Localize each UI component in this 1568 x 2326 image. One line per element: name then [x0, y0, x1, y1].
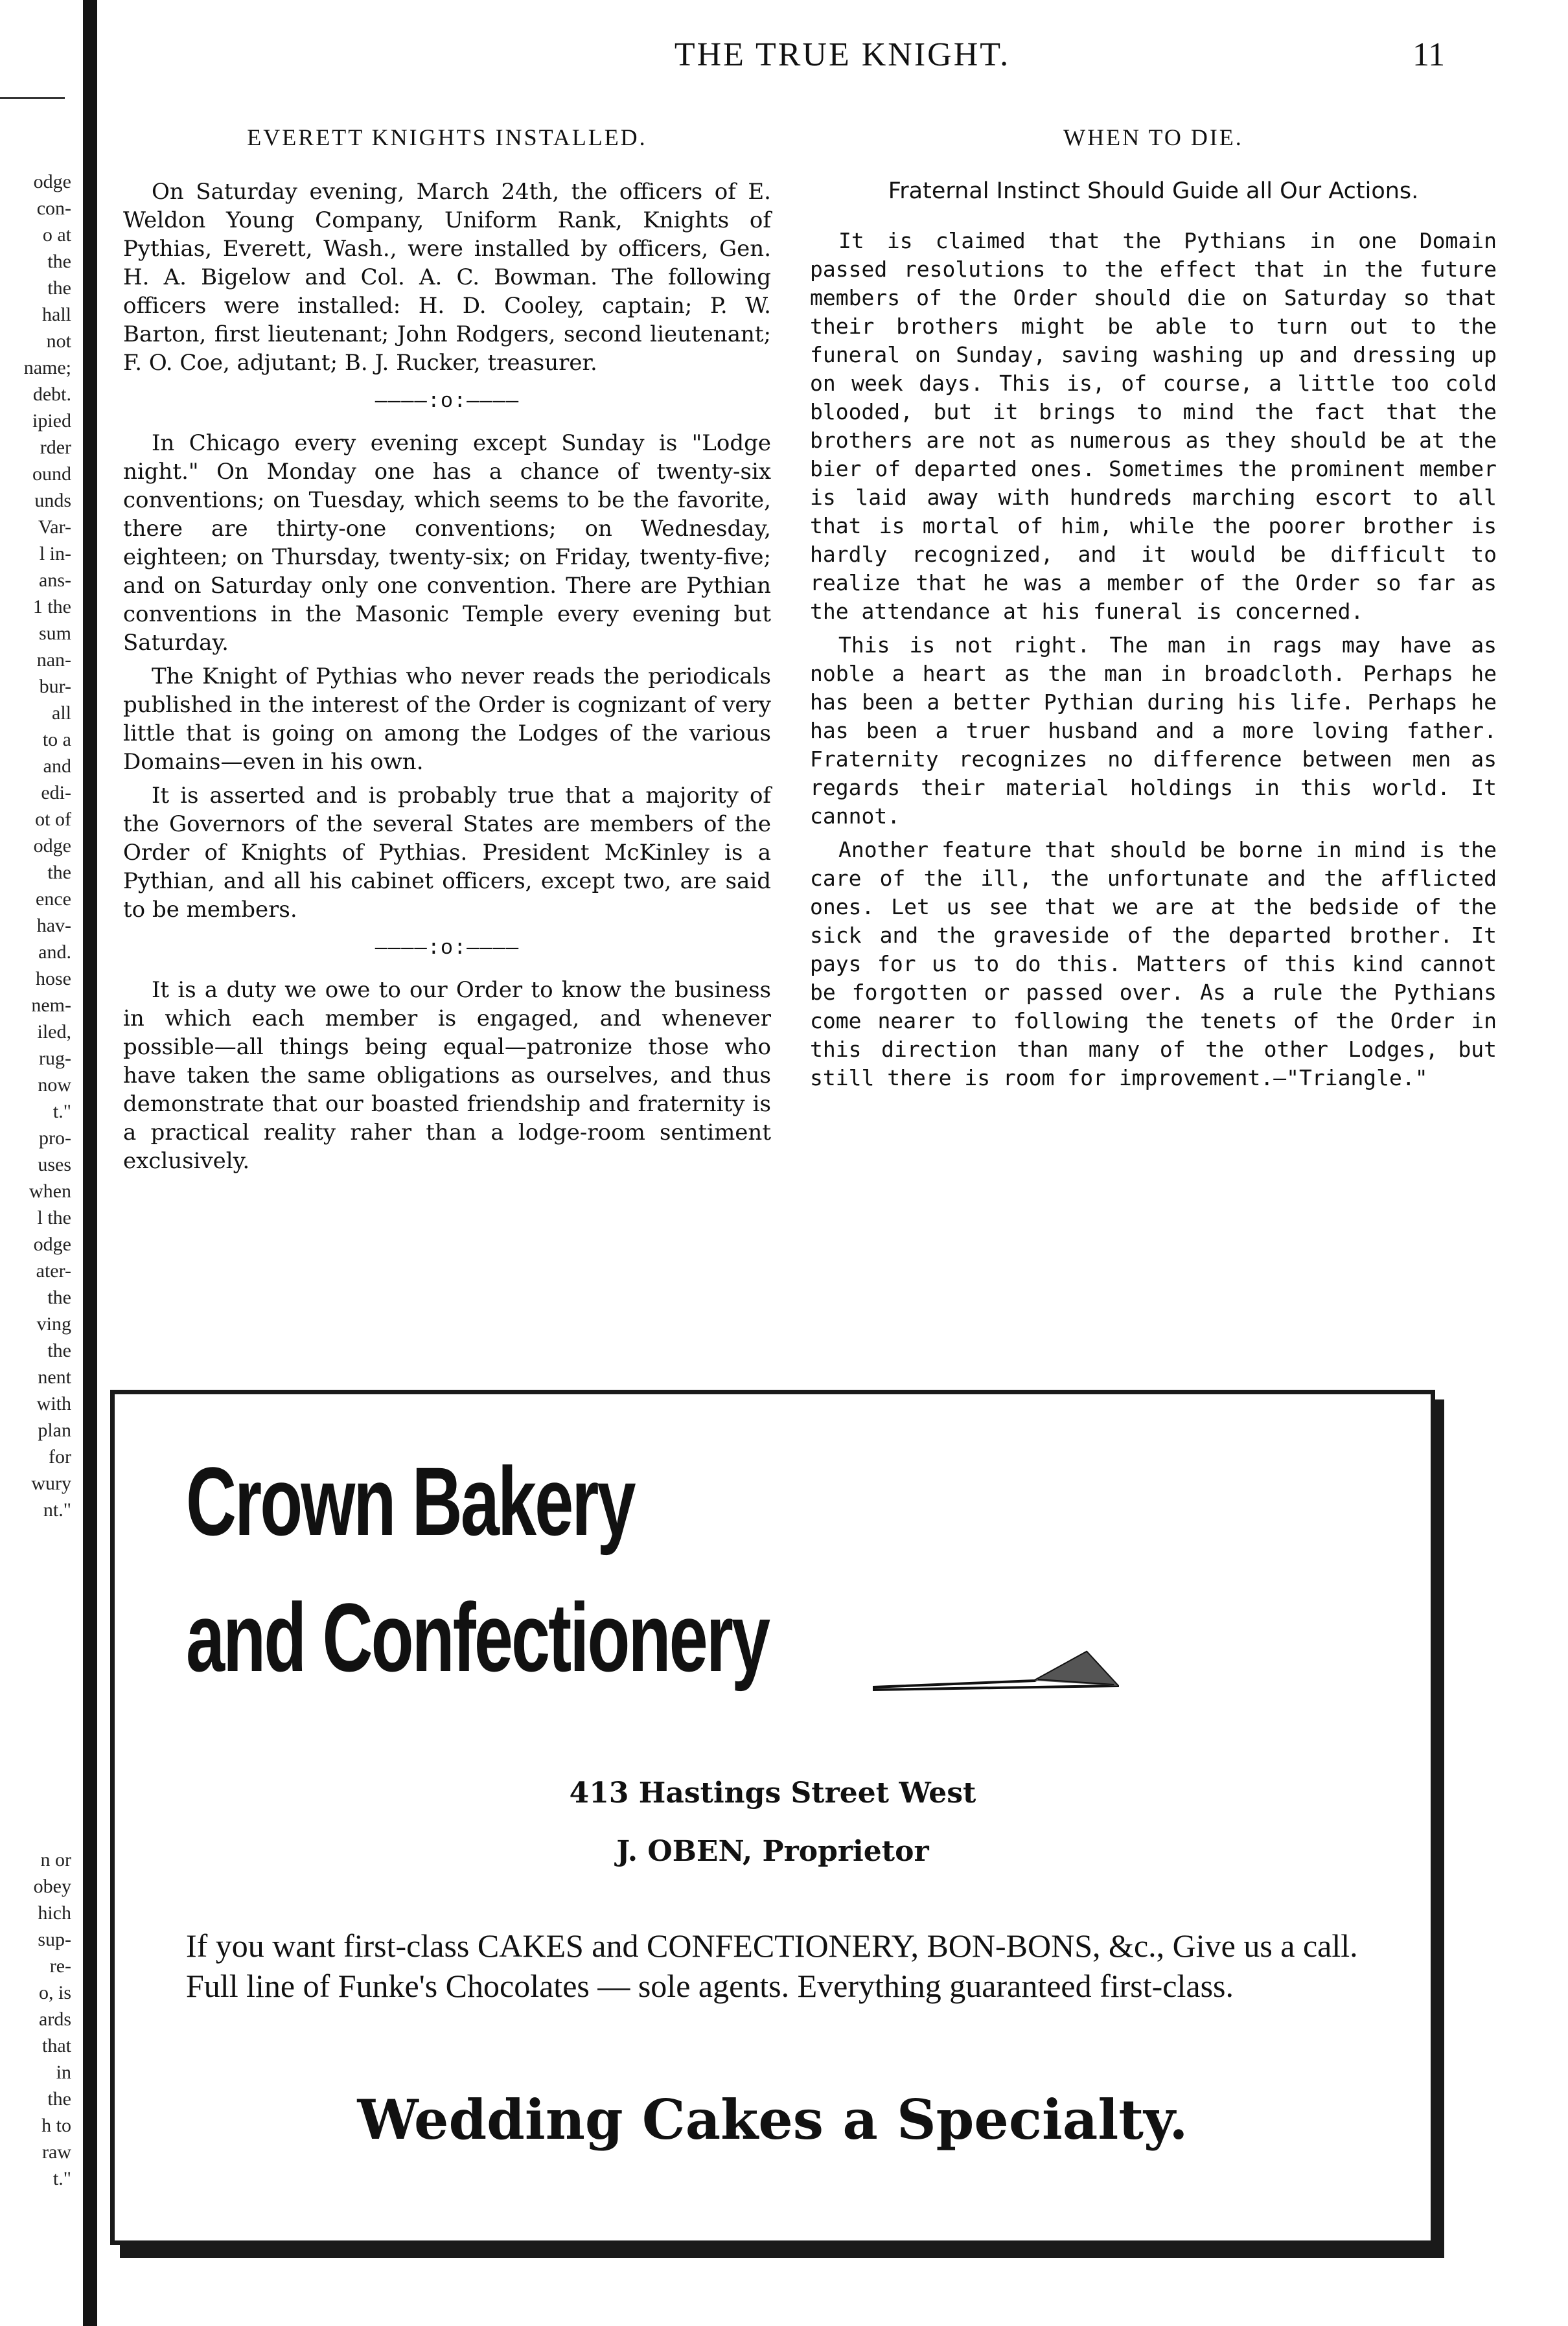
- gutter-fragment: Var-: [38, 516, 71, 538]
- gutter-fragment: t.": [52, 1101, 71, 1122]
- gutter-fragment: for: [49, 1446, 71, 1468]
- gutter-fragment: o, is: [38, 1982, 71, 2003]
- gutter-fragment: o at: [42, 224, 71, 246]
- gutter-fragment: plan: [38, 1420, 71, 1441]
- gutter-fragment: ence: [36, 888, 71, 910]
- gutter-fragment: uses: [38, 1154, 71, 1175]
- gutter-fragment: ards: [39, 2009, 71, 2030]
- ad-body-text: If you want first-class CAKES and CONFECTIONERY, BON-BONS, &c., Give us a call. Full line of Funke's Chocolates — sole agents. Everything guaranteed first-class.: [186, 1928, 1358, 2004]
- gutter-fragment: debt.: [32, 384, 71, 405]
- separator: ————:o:————: [375, 389, 520, 413]
- left-column: [123, 123, 771, 1180]
- gutter-fragment: now: [38, 1074, 71, 1096]
- gutter-fragment: the: [47, 2088, 71, 2110]
- gutter-fragment: re-: [49, 1955, 71, 1977]
- pen-flourish-icon: [873, 1647, 1119, 1692]
- paragraph-chicago-lodge-night: In Chicago every evening except Sunday is "Lodge night." On Monday one has a chance of twenty-six conventions; on Tuesday, which seems to be the favorite, there are thirty-one conventions; on Wednesday, eighteen; on Thursday, twenty-six; on Friday, twenty-five; and on Saturday only one convention. There are Pythian conventions in the Masonic Temple every evening but Saturday.: [123, 430, 771, 656]
- gutter-fragment: the: [47, 251, 71, 272]
- gutter-fragment: odge: [33, 835, 71, 857]
- gutter-fragment: h to: [41, 2115, 71, 2136]
- gutter-fragment: sup-: [38, 1929, 71, 1950]
- gutter-fragment: ot of: [35, 809, 71, 830]
- page-number: 11: [1412, 36, 1446, 73]
- gutter-fragment: the: [47, 862, 71, 883]
- page-spine: [83, 0, 97, 2326]
- gutter-fragment: that: [42, 2035, 71, 2056]
- ad-shadow-bottom: [120, 2244, 1444, 2258]
- gutter-fragment: name;: [23, 357, 71, 378]
- paragraph-periodicals: The Knight of Pythias who never reads the periodicals published in the interest of the Order is cognizant of very little that is going on among the Lodges of the various Domains—even in his own.: [123, 663, 771, 775]
- gutter-rule: [0, 97, 65, 99]
- paragraph-not-right: This is not right. The man in rags may have as noble a heart as the man in broadcloth. Perhaps he has been a better Pythian during his life. Perhaps he has been a truer husband and a more loving father. Fraternity recognizes no difference between men as regards their material holdings in this world. It cannot.: [810, 632, 1497, 829]
- gutter-fragment: hose: [36, 968, 71, 989]
- gutter-bottom-fragments: [0, 1847, 71, 2192]
- gutter-fragment: ipied: [32, 410, 71, 432]
- gutter-fragment: rug-: [39, 1048, 71, 1069]
- gutter-fragment: nan-: [36, 649, 71, 671]
- gutter-fragment: nem-: [31, 995, 71, 1016]
- gutter-fragment: ound: [32, 463, 71, 485]
- article-headline-everett: EVERETT KNIGHTS INSTALLED.: [247, 124, 647, 150]
- gutter-fragment: wury: [31, 1473, 71, 1494]
- gutter-fragment: ans-: [39, 570, 71, 591]
- gutter-fragment: to a: [42, 729, 71, 750]
- gutter-fragment: iled,: [37, 1021, 71, 1042]
- gutter-fragment: hich: [38, 1902, 71, 1924]
- gutter-fragment: ater-: [36, 1260, 71, 1282]
- gutter-fragment: n or: [40, 1849, 71, 1871]
- gutter-fragment: odge: [33, 1234, 71, 1255]
- gutter-fragment: all: [52, 702, 71, 724]
- gutter-top-fragments: [0, 168, 71, 1523]
- article-headline-when-to-die: WHEN TO DIE.: [1063, 124, 1243, 150]
- right-column: [810, 123, 1497, 1098]
- ad-specialty: Wedding Cakes a Specialty.: [357, 2088, 1188, 2152]
- gutter-fragment: sum: [38, 623, 71, 644]
- gutter-fragment: and.: [38, 941, 71, 963]
- gutter-fragment: t.": [52, 2168, 71, 2189]
- paragraph-duty: It is a duty we owe to our Order to know the business in which each member is engaged, and whenever possible—all things being equal—patronize those who have taken the same obligations as ourselves, and thus demonstrate that our boasted friendship and fraternity is a practical reality raher than a lodge-room sentiment exclusively.: [123, 977, 771, 1174]
- gutter-fragment: odge: [33, 171, 71, 192]
- article-subhead: Fraternal Instinct Should Guide all Our Actions.: [888, 178, 1419, 204]
- paragraph-care-of-ill: Another feature that should be borne in mind is the care of the ill, the unfortunate and the afflicted ones. Let us see that we are at the bedside of the sick and the graveside of the departed brother. It pays for us to do this. Matters of this kind cannot be forgotten or passed over. As a rule the Pythians come nearer to following the tenets of the Order in this direction than many of the other Lodges, but still there is room for improvement.—"Triangle.": [810, 837, 1497, 1090]
- gutter-fragment: hall: [42, 304, 71, 325]
- paragraph-everett-install: On Saturday evening, March 24th, the officers of E. Weldon Young Company, Uniform Rank, Knights of Pythias, Everett, Wash., were installed by officers, Gen. H. A. Bigelow and Col. A. C. Bowman. The following officers were installed: H. D. Cooley, captain; P. W. Barton, first lieutenant; John Rodgers, second lieutenant; F. O. Coe, adjutant; B. J. Rucker, treasurer.: [123, 179, 771, 376]
- ad-shadow-right: [1434, 1399, 1444, 2255]
- separator: ————:o:————: [375, 936, 520, 960]
- gutter-fragment: l the: [37, 1207, 71, 1228]
- gutter-fragment: hav-: [36, 915, 71, 936]
- ad-address: 413 Hastings Street West: [569, 1777, 976, 1810]
- gutter-fragment: the: [47, 277, 71, 299]
- gutter-fragment: in: [56, 2062, 71, 2083]
- gutter-fragment: 1 the: [32, 596, 71, 617]
- gutter-fragment: obey: [33, 1876, 71, 1897]
- paragraph-resolutions: It is claimed that the Pythians in one Domain passed resolutions to the effect that in the future members of the Order should die on Saturday so that their brothers might be able to turn out to the funeral on Sunday, saving washing up and dressing up on week days. This is, of course, a little too cold blooded, but it brings to mind the fact that the brothers are not as numerous as they should be at the bier of departed ones. Sometimes the prominent member is laid away with hundreds marching escort to all that is mortal of him, while the poorer brother is hardly recognized, and it would be difficult to realize that he was a member of the Order so far as the attendance at his funeral is concerned.: [810, 228, 1497, 624]
- gutter-fragment: nt.": [43, 1499, 71, 1521]
- gutter-fragment: and: [43, 755, 71, 777]
- ad-title-line2: and Confectionery: [186, 1583, 769, 1692]
- running-head: THE TRUE KNIGHT.: [674, 36, 1011, 73]
- gutter-fragment: not: [46, 330, 71, 352]
- gutter-fragment: with: [36, 1393, 71, 1414]
- crown-bakery-advertisement: [110, 1390, 1435, 2245]
- gutter-fragment: bur-: [39, 676, 71, 697]
- gutter-fragment: con-: [36, 198, 71, 219]
- gutter-fragment: when: [29, 1180, 71, 1202]
- gutter-fragment: the: [47, 1287, 71, 1308]
- gutter-fragment: rder: [40, 437, 71, 458]
- gutter-fragment: ving: [36, 1313, 71, 1335]
- gutter-fragment: nent: [38, 1366, 71, 1388]
- ad-title-line1: Crown Bakery: [186, 1447, 634, 1556]
- paragraph-governors: It is asserted and is probably true that a majority of the Governors of the several States are members of the Order of Knights of Pythias. President McKinley is a Pythian, and all his cabinet officers, except two, are said to be members.: [123, 783, 771, 923]
- gutter-fragment: unds: [34, 490, 71, 511]
- gutter-fragment: the: [47, 1340, 71, 1361]
- gutter-fragment: raw: [42, 2141, 71, 2163]
- adjacent-page-gutter: [0, 168, 71, 2189]
- gutter-fragment: l in-: [39, 543, 71, 564]
- gutter-fragment: pro-: [39, 1127, 71, 1149]
- gutter-fragment: edi-: [41, 782, 71, 803]
- ad-proprietor: J. OBEN, Proprietor: [616, 1835, 929, 1868]
